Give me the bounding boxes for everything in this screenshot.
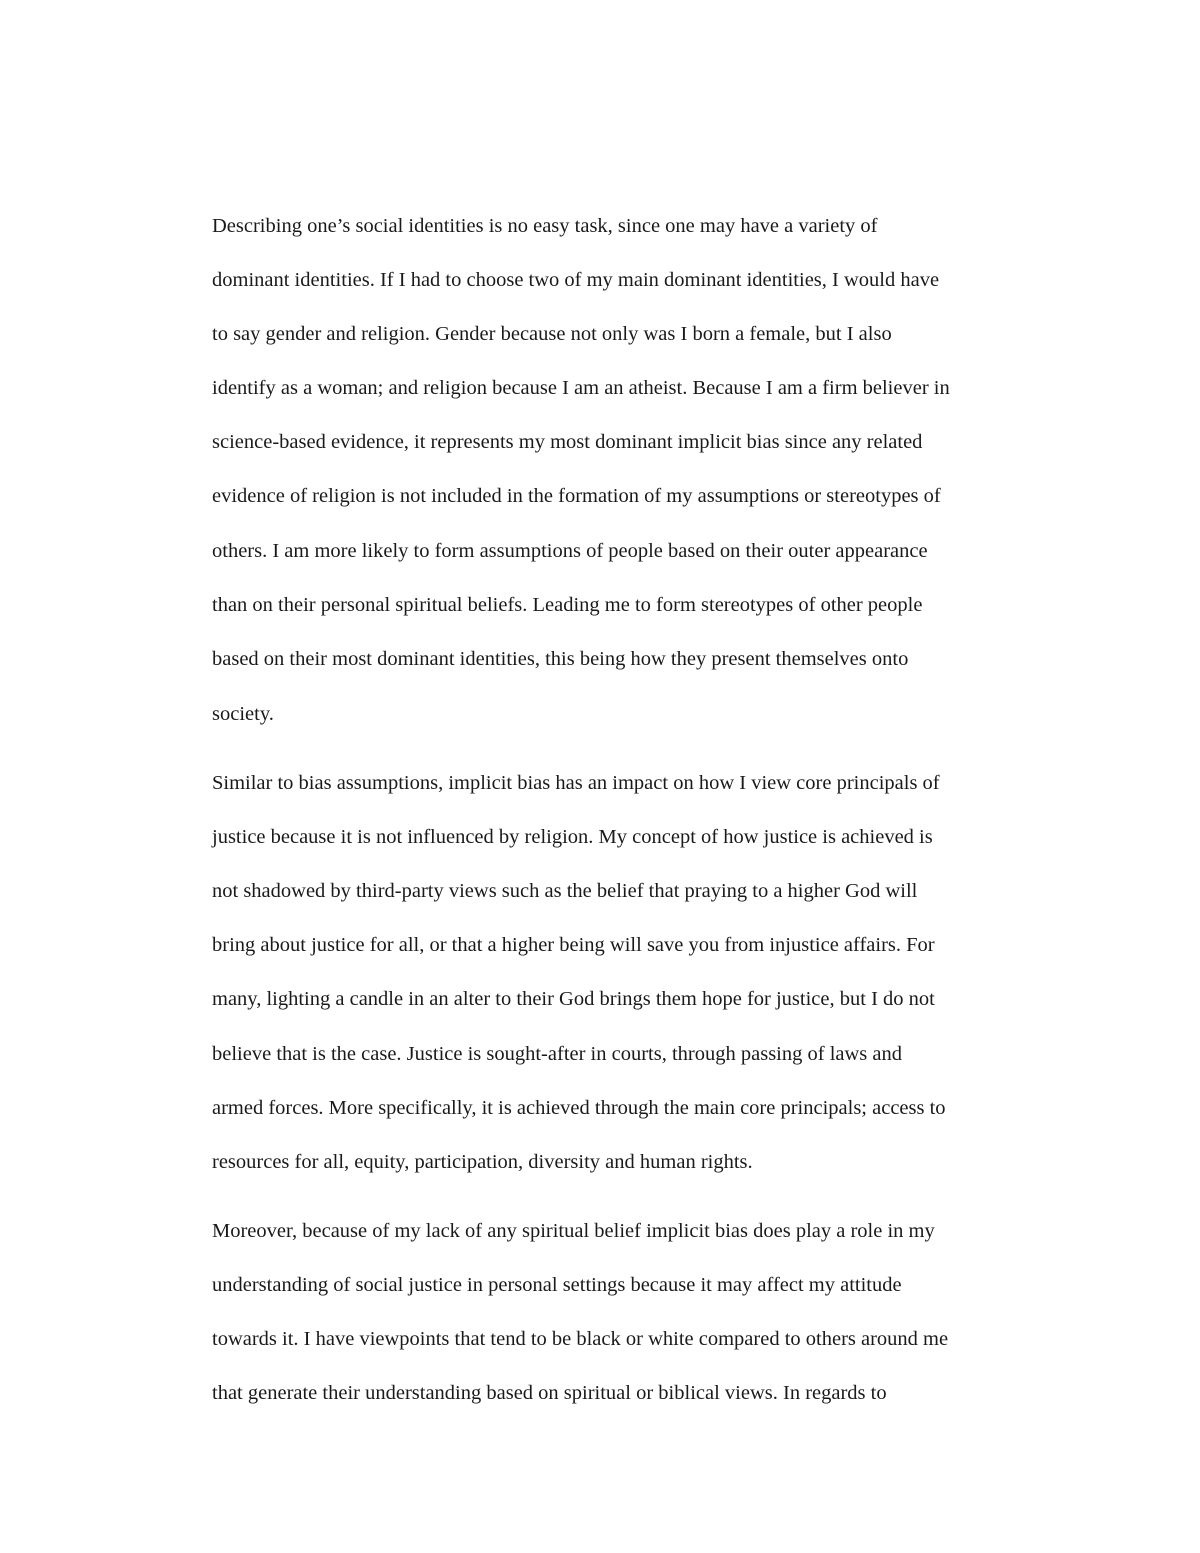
text-line: Describing one’s social identities is no easy task, since one may have a variety of — [212, 215, 878, 237]
text-line: not shadowed by third-party views such as the belief that praying to a higher God will — [212, 880, 918, 902]
text-line: Moreover, because of my lack of any spiritual belief implicit bias does play a role in my — [212, 1220, 935, 1242]
text-line: armed forces. More specifically, it is achieved through the main core principals; access to — [212, 1097, 946, 1119]
text-line: dominant identities. If I had to choose two of my main dominant identities, I would have — [212, 269, 940, 291]
text-line: based on their most dominant identities, this being how they present themselves onto — [212, 648, 909, 670]
text-line: society. — [212, 703, 274, 725]
text-line: many, lighting a candle in an alter to their God brings them hope for justice, but I do not — [212, 988, 935, 1010]
text-line: that generate their understanding based on spiritual or biblical views. In regards to — [212, 1382, 887, 1404]
text-line: justice because it is not influenced by religion. My concept of how justice is achieved is — [212, 826, 933, 848]
text-line: towards it. I have viewpoints that tend to be black or white compared to others around me — [212, 1328, 949, 1350]
text-line: understanding of social justice in personal settings because it may affect my attitude — [212, 1274, 902, 1296]
text-line: others. I am more likely to form assumptions of people based on their outer appearance — [212, 540, 928, 562]
text-line: to say gender and religion. Gender because not only was I born a female, but I also — [212, 323, 892, 345]
text-line: than on their personal spiritual beliefs. Leading me to form stereotypes of other people — [212, 594, 923, 616]
text-line: evidence of religion is not included in the formation of my assumptions or stereotypes of — [212, 485, 941, 507]
text-line: Similar to bias assumptions, implicit bias has an impact on how I view core principals of — [212, 772, 940, 794]
text-line: identify as a woman; and religion because I am an atheist. Because I am a firm believer in — [212, 377, 950, 399]
text-line: science-based evidence, it represents my most dominant implicit bias since any related — [212, 431, 923, 453]
text-line: resources for all, equity, participation, diversity and human rights. — [212, 1151, 753, 1173]
text-line: believe that is the case. Justice is sought-after in courts, through passing of laws and — [212, 1043, 903, 1065]
text-line: bring about justice for all, or that a higher being will save you from injustice affairs. For — [212, 934, 935, 956]
